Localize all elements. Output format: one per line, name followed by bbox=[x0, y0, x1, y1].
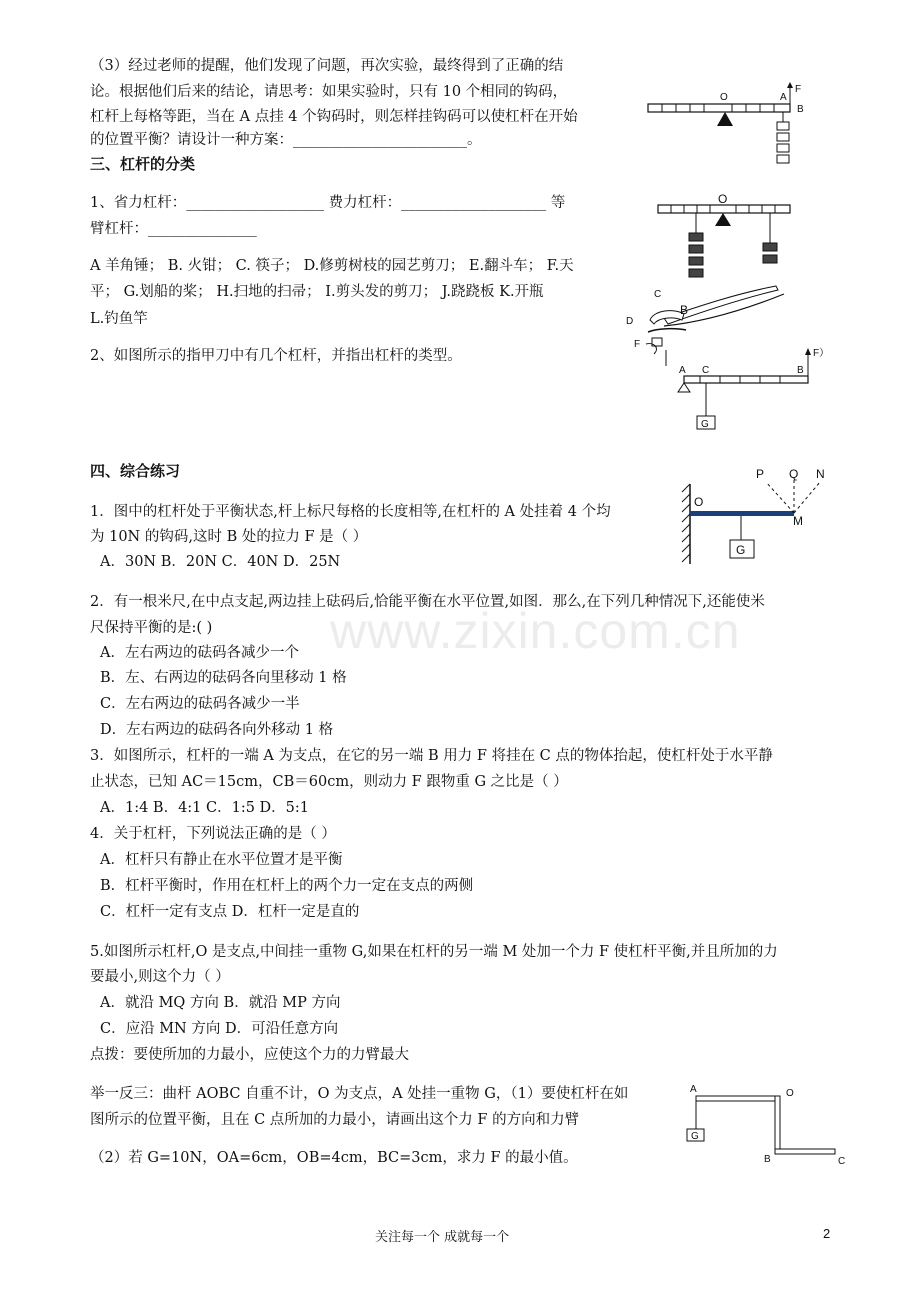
footer-slogan: 关注每一个 成就每一个 bbox=[375, 1230, 510, 1245]
label-c: C bbox=[702, 365, 710, 376]
lever-figure-1 bbox=[646, 82, 816, 172]
extension-line-2: 图所示的位置平衡，且在 C 点所加的力最小，请画出这个力 F 的方向和力臂 bbox=[90, 1112, 580, 1128]
label-o: O bbox=[718, 192, 728, 206]
q3-line-2: 论。根据他们后来的结论，请思考：如果实验时，只有 10 个相同的钩码， bbox=[90, 84, 568, 100]
lever-items-line-2: 平； G.划船的桨； H.扫地的扫帚； I.剪头发的剪刀； J.跷跷板 K.开瓶 bbox=[90, 284, 544, 300]
section-3-title: 三、杠杆的分类 bbox=[90, 155, 196, 173]
lever-figure-2 bbox=[656, 193, 796, 283]
ex1-options: A．30N B．20N C．40N D．25N bbox=[100, 554, 341, 570]
label-o: O bbox=[694, 495, 704, 509]
label-g: G bbox=[691, 1131, 699, 1142]
label-a: A bbox=[679, 365, 686, 376]
ex2-line-1: 2．有一根米尺,在中点支起,两边挂上砝码后,恰能平衡在水平位置,如图．那么,在下列几种情况下,还能使米 bbox=[90, 594, 765, 610]
label-b: B bbox=[680, 303, 689, 317]
ex2-option-c: C．左右两边的砝码各减少一半 bbox=[100, 696, 300, 712]
classify-line-1: 1、省力杠杆：___________________ 费力杠杆：____________________ 等 bbox=[90, 195, 566, 211]
label-b: B bbox=[764, 1154, 771, 1165]
ex2-line-2: 尺保持平衡的是:( ) bbox=[90, 620, 213, 636]
label-q: Q bbox=[789, 467, 799, 481]
ex5-line-1: 5.如图所示杠杆,O 是支点,中间挂一重物 G,如果在杠杆的另一端 M 处加一个力 F 使杠杆平衡,并且所加的力 bbox=[90, 944, 778, 960]
ex4-option-b: B．杠杆平衡时，作用在杠杆上的两个力一定在支点的两侧 bbox=[100, 878, 474, 894]
ex5-hint: 点拨：要使所加的力最小，应使这个力的力臂最大 bbox=[90, 1047, 409, 1063]
section-4-title: 四、综合练习 bbox=[90, 462, 181, 480]
ex1-line-2: 为 10N 的钩码,这时 B 处的拉力 F 是（ ） bbox=[90, 529, 368, 545]
label-d: D bbox=[626, 316, 634, 327]
lever-items-line-3: L.钓鱼竿 bbox=[90, 311, 148, 327]
ex5-option-ab: A．就沿 MQ 方向 B．就沿 MP 方向 bbox=[100, 995, 341, 1011]
label-o: O bbox=[720, 92, 728, 103]
label-g: G bbox=[701, 419, 709, 430]
bent-lever-figure bbox=[682, 1082, 852, 1172]
ex4-option-a: A．杠杆只有静止在水平位置才是平衡 bbox=[100, 852, 343, 868]
ex5-option-cd: C．应沿 MN 方向 D．可沿任意方向 bbox=[100, 1021, 339, 1037]
ex3-line-2: 止状态，已知 AC＝15cm，CB＝60cm，则动力 F 跟物重 G 之比是（ ） bbox=[90, 774, 568, 790]
ex2-option-d: D．左右两边的砝码各向外移动 1 格 bbox=[100, 722, 334, 738]
label-c: C bbox=[654, 289, 662, 300]
label-m: M bbox=[793, 514, 803, 528]
label-o: O bbox=[786, 1088, 794, 1099]
q3-line-1: （3）经过老师的提醒，他们发现了问题，再次实验，最终得到了正确的结 bbox=[90, 58, 564, 74]
label-f: F bbox=[795, 84, 802, 95]
ex1-line-1: 1．图中的杠杆处于平衡状态,杆上标尺每格的长度相等,在杠杆的 A 处挂着 4 个均 bbox=[90, 504, 611, 520]
extension-line-1: 举一反三：曲杆 AOBC 自重不计，O 为支点，A 处挂一重物 G，（1）要使杠杆在如 bbox=[90, 1086, 629, 1102]
lever-figure-5 bbox=[680, 462, 840, 572]
label-f: F bbox=[634, 339, 641, 350]
lever-figure-4 bbox=[676, 346, 846, 436]
ex2-option-b: B．左、右两边的砝码各向里移动 1 格 bbox=[100, 670, 347, 686]
label-p: P bbox=[756, 467, 765, 481]
ex4-line-1: 4．关于杠杆，下列说法正确的是（ ） bbox=[90, 826, 336, 842]
q3-line-3: 杠杆上每格等距，当在 A 点挂 4 个钩码时，则怎样挂钩码可以使杠杆在开始 bbox=[90, 109, 578, 125]
label-g: G bbox=[736, 543, 746, 557]
watermark: www.zixin.com.cn bbox=[330, 603, 741, 659]
label-n: N bbox=[816, 467, 825, 481]
nail-clipper-question: 2、如图所示的指甲刀中有几个杠杆，并指出杠杆的类型。 bbox=[90, 348, 462, 364]
page-number: 2 bbox=[823, 1226, 831, 1241]
ex2-option-a: A．左右两边的砝码各减少一个 bbox=[100, 645, 299, 661]
q3-line-4: 的位置平衡？请设计一种方案：________________________。 bbox=[90, 132, 482, 148]
label-a: A bbox=[690, 1084, 697, 1095]
extension-line-3: （2）若 G=10N，OA=6cm，OB=4cm，BC=3cm，求力 F 的最小值。 bbox=[90, 1150, 578, 1166]
label-a: A bbox=[780, 92, 787, 103]
classify-line-2: 臂杠杆：_______________ bbox=[90, 221, 257, 237]
lever-items-line-1: A 羊角锤； B. 火钳； C. 筷子； D.修剪树枝的园艺剪刀； E.翻斗车； F.天 bbox=[90, 258, 574, 274]
ex3-options: A．1:4 B．4:1 C．1:5 D．5:1 bbox=[100, 800, 310, 816]
label-b: B bbox=[797, 365, 804, 376]
ex5-line-2: 要最小,则这个力（ ） bbox=[90, 969, 230, 985]
label-c: C bbox=[838, 1156, 846, 1167]
ex4-option-cd: C．杠杆一定有支点 D．杠杆一定是直的 bbox=[100, 904, 360, 920]
ex3-line-1: 3．如图所示，杠杆的一端 A 为支点，在它的另一端 B 用力 F 将挂在 C 点的物体抬起，使杠杆处于水平静 bbox=[90, 748, 773, 764]
label-b: B bbox=[797, 104, 804, 115]
label-f: F） bbox=[813, 348, 830, 359]
